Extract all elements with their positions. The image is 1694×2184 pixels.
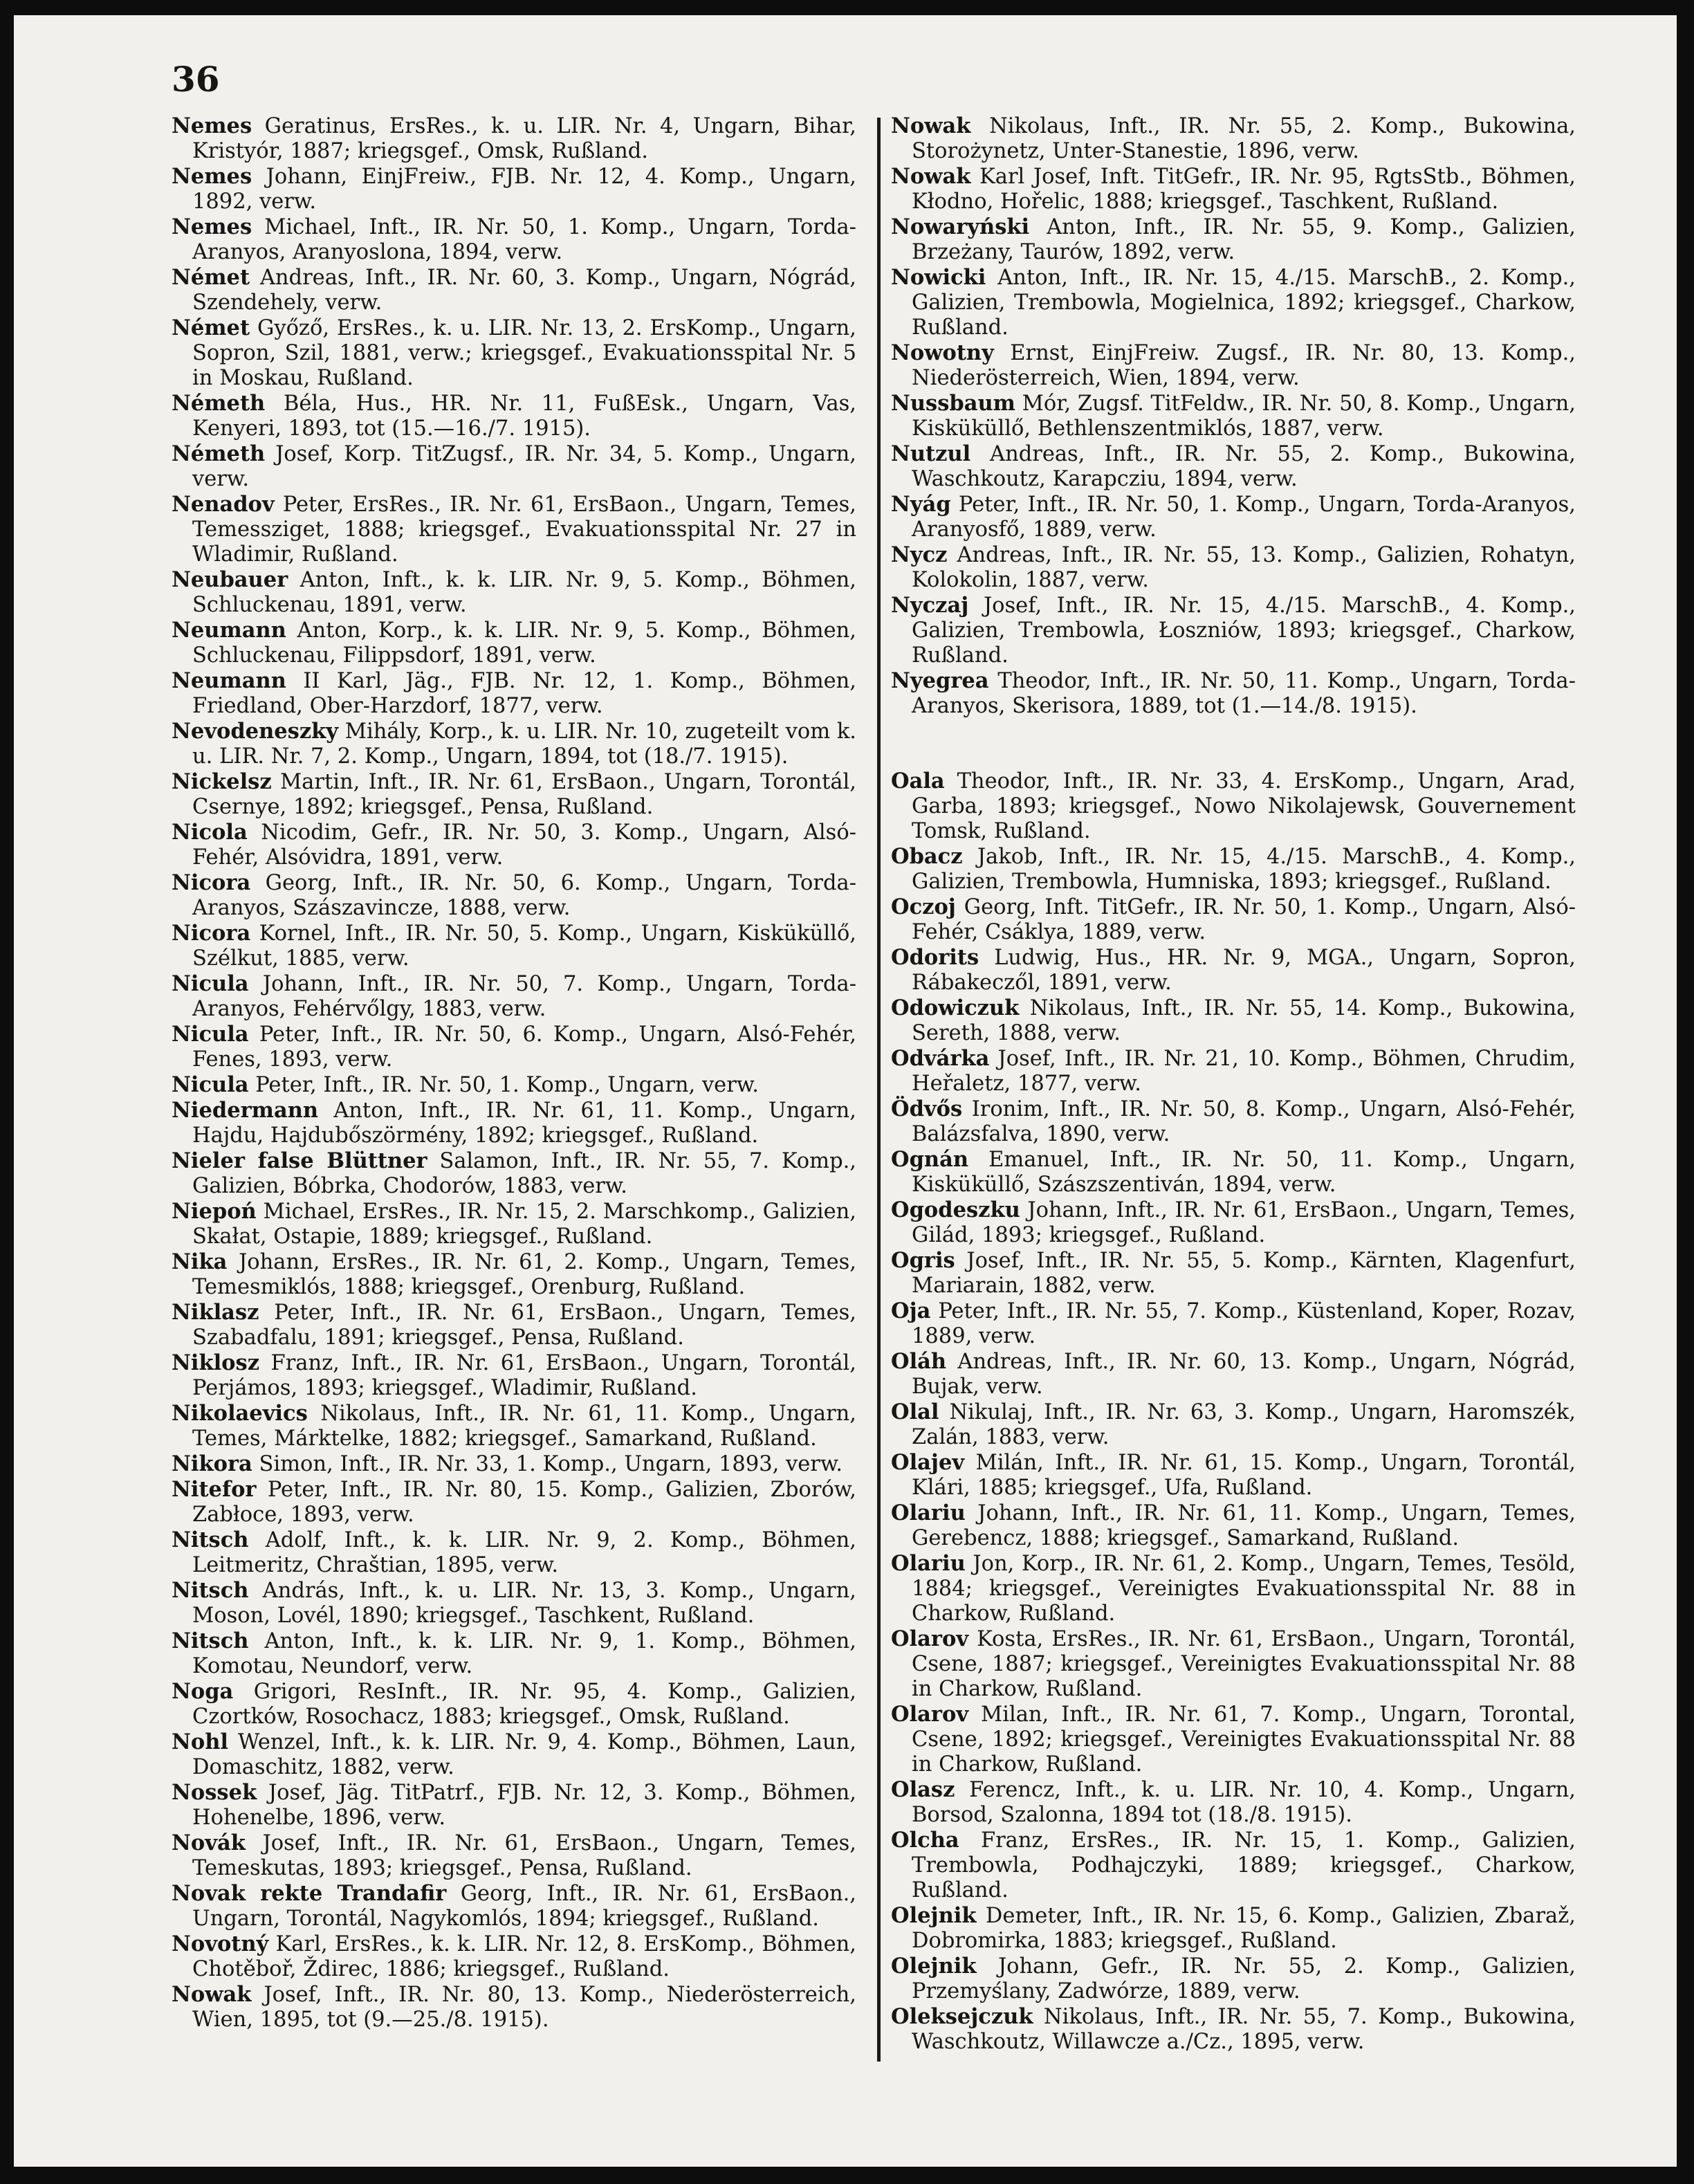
section-gap (891, 719, 1576, 769)
register-entry (172, 567, 856, 618)
register-entry (172, 769, 856, 820)
register-entry (172, 1451, 856, 1477)
register-entry (172, 1578, 856, 1628)
register-entry (891, 1197, 1576, 1248)
entry-surname: Német (172, 265, 250, 290)
register-entry (891, 1903, 1576, 1954)
entry-surname: Olejnik (891, 1903, 977, 1928)
entry-details: Demeter, Inft., IR. Nr. 15, 6. Komp., Galizien, Zbaraž, Dobromirka, 1883; kriegsgef., Rußland. (912, 1904, 1576, 1953)
register-entry (172, 870, 856, 921)
entry-surname: Olal (891, 1400, 939, 1424)
entry-details: Peter, Inft., IR. Nr. 50, 6. Komp., Ungarn, Alsó-Fehér, Fenes, 1893, verw. (192, 1022, 856, 1072)
register-entry (172, 265, 856, 315)
entry-surname: Nieler false Blüttner (172, 1148, 427, 1173)
register-entry (891, 1954, 1576, 2004)
register-entry (172, 1881, 856, 1931)
register-entry (891, 214, 1576, 265)
entry-details: Mór, Zugsf. TitFeldw., IR. Nr. 50, 8. Komp., Ungarn, Kisküküllő, Bethlenszentmiklós, 1887, verw. (912, 392, 1576, 441)
entry-details: Anton, Inft., k. k. LIR. Nr. 9, 1. Komp., Böhmen, Komotau, Neundorf, verw. (192, 1629, 856, 1678)
register-entry (891, 340, 1576, 391)
entry-details: Béla, Hus., HR. Nr. 11, FußEsk., Ungarn, Vas, Kenyeri, 1893, tot (15.—16./7. 1915). (192, 392, 856, 441)
register-entry (172, 1300, 856, 1350)
entry-details: Kosta, ErsRes., IR. Nr. 61, ErsBaon., Ungarn, Torontál, Csene, 1887; kriegsgef., Vereinigtes Evakuationsspital Nr. 88 in Charkow, Rußland. (912, 1627, 1576, 1701)
entry-details: Peter, Inft., IR. Nr. 55, 7. Komp., Küstenland, Koper, Rozav, 1889, verw. (912, 1299, 1576, 1348)
register-entry (172, 1022, 856, 1072)
entry-surname: Oláh (891, 1349, 947, 1374)
entry-surname: Olarov (891, 1626, 969, 1651)
entry-details: Kornel, Inft., IR. Nr. 50, 5. Komp., Ungarn, Kisküküllő, Szélkut, 1885, verw. (192, 921, 856, 971)
entry-details: Johann, Inft., IR. Nr. 61, 11. Komp., Ungarn, Temes, Gerebencz, 1888; kriegsgef., Samarkand, Rußland. (912, 1501, 1576, 1550)
entry-details: Josef, Inft., IR. Nr. 21, 10. Komp., Böhmen, Chrudim, Heřaletz, 1877, verw. (912, 1047, 1576, 1096)
entry-details: Jon, Korp., IR. Nr. 61, 2. Komp., Ungarn, Temes, Tesöld, 1884; kriegsgef., Vereinigtes Evakuationsspital Nr. 88 in Charkow, Rußland. (912, 1552, 1576, 1626)
entry-details: Nikolaus, Inft., IR. Nr. 55, 7. Komp., Bukowina, Waschkoutz, Willawcze a./Cz., 1895, verw. (912, 2005, 1576, 2054)
entry-surname: Nowak (172, 1982, 252, 2007)
register-entry (172, 971, 856, 1022)
register-entry (172, 214, 856, 265)
entry-surname: Novák (172, 1830, 246, 1855)
entry-details: Nikolaus, Inft., IR. Nr. 61, 11. Komp., Ungarn, Temes, Márktelke, 1882; kriegsgef., Samarkand, Rußland. (192, 1402, 856, 1451)
register-entry (172, 113, 856, 164)
entry-details: Peter, Inft., IR. Nr. 80, 15. Komp., Galizien, Zborów, Zabłoce, 1893, verw. (192, 1478, 856, 1527)
register-entry (172, 391, 856, 441)
entry-details: Milan, Inft., IR. Nr. 61, 7. Komp., Ungarn, Torontal, Csene, 1892; kriegsgef., Vereinigtes Evakuationsspital Nr. 88 in Charkow, Rußland. (912, 1703, 1576, 1777)
entry-details: Nikolaus, Inft., IR. Nr. 55, 2. Komp., Bukowina, Storożynetz, Unter-Stanestie, 1896, verw. (912, 114, 1576, 163)
entry-details: Anton, Inft., k. k. LIR. Nr. 9, 5. Komp., Böhmen, Schluckenau, 1891, verw. (192, 568, 856, 617)
entry-surname: Nicola (172, 820, 248, 845)
entry-surname: Ognán (891, 1147, 969, 1172)
register-entry (891, 1147, 1576, 1197)
register-entry (891, 1777, 1576, 1828)
entry-surname: Nikora (172, 1451, 252, 1476)
right-column-group-n (891, 113, 1576, 719)
entry-surname: Nutzul (891, 441, 971, 466)
entry-details: Mihály, Korp., k. u. LIR. Nr. 10, zugeteilt vom k. u. LIR. Nr. 7, 2. Komp., Ungarn, 1894, tot (18./7. 1915). (192, 719, 856, 769)
register-entry (891, 769, 1576, 844)
entry-details: Georg, Inft., IR. Nr. 50, 6. Komp., Ungarn, Torda-Aranyos, Szászavincze, 1888, verw. (192, 871, 856, 920)
entry-details: Josef, Jäg. TitPatrf., FJB. Nr. 12, 3. Komp., Böhmen, Hohenelbe, 1896, verw. (192, 1781, 857, 1830)
register-entry (172, 315, 856, 391)
register-entry (891, 1626, 1576, 1702)
entry-surname: Nussbaum (891, 391, 1015, 416)
entry-details: Josef, Inft., IR. Nr. 15, 4./15. MarschB., 4. Komp., Galizien, Trembowla, Łoszniów, 1893; kriegsgef., Charkow, Rußland. (912, 594, 1576, 668)
entry-details: Andreas, Inft., IR. Nr. 60, 3. Komp., Ungarn, Nógrád, Szendehely, verw. (192, 266, 856, 315)
register-entry (891, 391, 1576, 441)
entry-surname: Niklosz (172, 1350, 260, 1375)
register-entry (891, 492, 1576, 542)
entry-details: Franz, Inft., IR. Nr. 61, ErsBaon., Ungarn, Torontál, Perjámos, 1893; kriegsgef., Wladimir, Rußland. (192, 1351, 856, 1400)
register-entry (172, 1780, 856, 1830)
register-entry (172, 1931, 856, 1982)
entry-surname: Nemes (172, 214, 252, 239)
entry-surname: Ödvős (891, 1096, 963, 1121)
entry-surname: Ogodeszku (891, 1197, 1020, 1222)
entry-surname: Ogris (891, 1248, 955, 1273)
entry-surname: Odowiczuk (891, 995, 1020, 1020)
register-entry (172, 668, 856, 719)
entry-surname: Nowak (891, 113, 971, 138)
entry-details: Johann, Gefr., IR. Nr. 55, 2. Komp., Galizien, Przemyślany, Zadwórze, 1889, verw. (912, 1954, 1576, 2003)
entry-surname: Nemes (172, 164, 252, 189)
register-entry (891, 1349, 1576, 1400)
entry-surname: Nickelsz (172, 769, 272, 794)
entry-details: Andreas, Inft., IR. Nr. 55, 2. Komp., Bukowina, Waschkoutz, Karapcziu, 1894, verw. (912, 442, 1576, 491)
entry-details: Karl Josef, Inft. TitGefr., IR. Nr. 95, RgtsStb., Böhmen, Kłodno, Hořelic, 1888; kriegsgef., Taschkent, Rußland. (912, 165, 1576, 214)
page-number: 36 (172, 59, 220, 100)
register-entry (891, 1702, 1576, 1777)
entry-details: Adolf, Inft., k. k. LIR. Nr. 9, 2. Komp., Böhmen, Leitmeritz, Chraštian, 1895, verw. (192, 1528, 856, 1577)
entry-surname: Nohl (172, 1729, 228, 1754)
entry-details: Johann, Inft., IR. Nr. 61, ErsBaon., Ungarn, Temes, Gilád, 1893; kriegsgef., Rußland. (912, 1198, 1576, 1247)
entry-details: Simon, Inft., IR. Nr. 33, 1. Komp., Ungarn, 1893, verw. (259, 1452, 843, 1476)
entry-details: Nikulaj, Inft., IR. Nr. 63, 3. Komp., Ungarn, Haromszék, Zalán, 1883, verw. (912, 1400, 1576, 1449)
entry-surname: Nitsch (172, 1578, 249, 1603)
entry-details: Ferencz, Inft., k. u. LIR. Nr. 10, 4. Komp., Ungarn, Borsod, Szalonna, 1894 tot (18./8. 1915). (912, 1778, 1576, 1827)
register-entry (172, 441, 856, 492)
entry-details: Jakob, Inft., IR. Nr. 15, 4./15. MarschB., 4. Komp., Galizien, Trembowla, Humniska, 1893; kriegsgef., Rußland. (912, 845, 1576, 894)
right-column (891, 113, 1576, 2055)
entry-surname: Olajev (891, 1450, 965, 1475)
register-entry (891, 542, 1576, 593)
entry-details: Johann, Inft., IR. Nr. 50, 7. Komp., Ungarn, Torda-Aranyos, Fehérvőlgy, 1883, verw. (192, 972, 856, 1021)
register-entry (172, 1098, 856, 1148)
register-entry (891, 668, 1576, 719)
register-entry (172, 1679, 856, 1729)
entry-surname: Novotný (172, 1931, 269, 1956)
entry-surname: Nycz (891, 542, 948, 567)
entry-surname: Oja (891, 1299, 931, 1323)
entry-details: Anton, Inft., IR. Nr. 55, 9. Komp., Galizien, Brzeżany, Taurów, 1892, verw. (912, 215, 1576, 264)
entry-surname: Nenadov (172, 492, 275, 517)
register-entry (172, 1830, 856, 1881)
entry-details: András, Inft., k. u. LIR. Nr. 13, 3. Komp., Ungarn, Moson, Lovél, 1890; kriegsgef., Taschkent, Rußland. (192, 1579, 856, 1628)
entry-surname: Niculа (172, 971, 249, 996)
register-entry (172, 1527, 856, 1578)
entry-details: Anton, Inft., IR. Nr. 61, 11. Komp., Ungarn, Hajdu, Hajdubőszörmény, 1892; kriegsgef., Rußland. (192, 1099, 856, 1148)
entry-details: Milán, Inft., IR. Nr. 61, 15. Komp., Ungarn, Torontál, Klári, 1885; kriegsgef., Ufa, Rußland. (912, 1451, 1576, 1500)
register-entry (891, 265, 1576, 340)
register-entry (172, 492, 856, 567)
entry-details: Peter, ErsRes., IR. Nr. 61, ErsBaon., Ungarn, Temes, Temessziget, 1888; kriegsgef., Evakuationsspital Nr. 27 in Wladimir, Rußland. (192, 493, 856, 567)
entry-surname: Noga (172, 1679, 234, 1704)
entry-surname: Nowaryński (891, 214, 1030, 239)
register-entry (172, 1249, 856, 1300)
entry-details: Johann, ErsRes., IR. Nr. 61, 2. Komp., Ungarn, Temes, Temesmiklós, 1888; kriegsgef., Orenburg, Rußland. (192, 1250, 856, 1299)
register-entry (891, 1400, 1576, 1450)
register-entry (891, 164, 1576, 214)
entry-surname: Németh (172, 441, 266, 466)
entry-details: Grigori, ResInft., IR. Nr. 95, 4. Komp., Galizien, Czortków, Rosochacz, 1883; kriegsgef., Omsk, Rußland. (192, 1680, 856, 1729)
register-entry (891, 1450, 1576, 1501)
entry-surname: Nemes (172, 113, 252, 138)
register-entry (172, 921, 856, 971)
entry-surname: Nevodeneszky (172, 719, 339, 744)
entry-details: Johann, EinjFreiw., FJB. Nr. 12, 4. Komp., Ungarn, 1892, verw. (192, 165, 856, 214)
entry-surname: Nyegrea (891, 668, 989, 693)
entry-surname: Nikolaevics (172, 1401, 308, 1426)
entry-surname: Nyczaj (891, 593, 969, 618)
register-entry (172, 1148, 856, 1199)
column-divider (877, 118, 881, 2062)
register-entry (172, 1477, 856, 1527)
register-entry (172, 1628, 856, 1679)
entry-details: Josef, Korp. TitZugsf., IR. Nr. 34, 5. Komp., Ungarn, verw. (192, 442, 856, 491)
register-entry (891, 894, 1576, 945)
entry-details: Geratinus, ErsRes., k. u. LIR. Nr. 4, Ungarn, Bihar, Kristyór, 1887; kriegsgef., Omsk, Rußland. (192, 114, 856, 163)
entry-surname: Olariu (891, 1551, 966, 1576)
entry-surname: Neumann (172, 668, 286, 693)
entry-surname: Nowicki (891, 265, 986, 290)
page-sheet (14, 15, 1677, 2167)
register-entry (891, 1551, 1576, 1626)
left-column (172, 113, 856, 2032)
entry-surname: Nowotny (891, 340, 994, 365)
entry-details: Ludwig, Hus., HR. Nr. 9, MGA., Ungarn, Sopron, Rábakeczől, 1891, verw. (912, 946, 1576, 995)
entry-surname: Oala (891, 769, 945, 793)
entry-surname: Olejnik (891, 1954, 977, 1979)
entry-surname: Neumann (172, 618, 286, 643)
register-entry (891, 1828, 1576, 1903)
entry-surname: Nitsch (172, 1527, 249, 1552)
entry-surname: Olasz (891, 1777, 955, 1802)
register-entry (172, 1199, 856, 1249)
register-entry (891, 1299, 1576, 1349)
entry-details: Georg, Inft. TitGefr., IR. Nr. 50, 1. Komp., Ungarn, Alsó-Fehér, Csáklya, 1889, verw. (912, 895, 1576, 944)
register-entry (172, 618, 856, 668)
entry-details: Wenzel, Inft., k. k. LIR. Nr. 9, 4. Komp., Böhmen, Laun, Domaschitz, 1882, verw. (192, 1730, 856, 1779)
entry-details: Franz, ErsRes., IR. Nr. 15, 1. Komp., Galizien, Trembowla, Podhajczyki, 1889; kriegsgef., Charkow, Rußland. (912, 1828, 1576, 1902)
entry-details: Anton, Inft., IR. Nr. 15, 4./15. MarschB., 2. Komp., Galizien, Trembowla, Mogielnica, 1892; kriegsgef., Charkow, Rußland. (912, 266, 1576, 340)
entry-surname: Német (172, 315, 250, 340)
register-entry (172, 820, 856, 870)
entry-details: Theodor, Inft., IR. Nr. 50, 11. Komp., Ungarn, Torda-Aranyos, Skerisora, 1889, tot (1.—14./8. 1915). (912, 669, 1576, 718)
register-entry (891, 593, 1576, 668)
entry-surname: Nitsch (172, 1628, 249, 1653)
entry-surname: Nicora (172, 921, 251, 946)
entry-details: Martin, Inft., IR. Nr. 61, ErsBaon., Ungarn, Torontál, Csernye, 1892; kriegsgef., Pensa, Rußland. (192, 770, 857, 819)
entry-surname: Nossek (172, 1780, 257, 1805)
entry-details: Ernst, EinjFreiw. Zugsf., IR. Nr. 80, 13. Komp., Niederösterreich, Wien, 1894, verw. (912, 341, 1576, 390)
entry-details: Salamon, Inft., IR. Nr. 55, 7. Komp., Galizien, Bóbrka, Chodorów, 1883, verw. (192, 1149, 856, 1198)
entry-surname: Nicora (172, 870, 251, 895)
entry-surname: Odvárka (891, 1046, 990, 1071)
entry-surname: Obacz (891, 844, 963, 869)
register-entry (891, 945, 1576, 995)
entry-details: Peter, Inft., IR. Nr. 61, ErsBaon., Ungarn, Temes, Szabadfalu, 1891; kriegsgef., Pensa, Rußland. (192, 1301, 856, 1350)
register-entry (891, 995, 1576, 1046)
entry-surname: Németh (172, 391, 266, 416)
entry-surname: Novak rekte Trandafir (172, 1881, 447, 1906)
entry-details: Győző, ErsRes., k. u. LIR. Nr. 13, 2. ErsKomp., Ungarn, Sopron, Szil, 1881, verw.; kriegsgef., Evakuationsspital Nr. 5 in Moskau, Rußland. (192, 316, 856, 390)
register-entry (891, 1248, 1576, 1299)
register-entry (172, 164, 856, 214)
entry-surname: Nika (172, 1249, 228, 1274)
entry-details: Peter, Inft., IR. Nr. 50, 1. Komp., Ungarn, verw. (255, 1073, 759, 1097)
register-entry (172, 1350, 856, 1401)
entry-details: Karl, ErsRes., k. k. LIR. Nr. 12, 8. ErsKomp., Böhmen, Chotěboř, Ždirec, 1886; kriegsgef., Rußland. (192, 1932, 856, 1981)
entry-details: Andreas, Inft., IR. Nr. 55, 13. Komp., Galizien, Rohatyn, Kolokolin, 1887, verw. (912, 543, 1576, 592)
register-entry (891, 1096, 1576, 1147)
entry-details: Nikolaus, Inft., IR. Nr. 55, 14. Komp., Bukowina, Sereth, 1888, verw. (912, 996, 1576, 1045)
entry-details: Andreas, Inft., IR. Nr. 60, 13. Komp., Ungarn, Nógrád, Bujak, verw. (912, 1350, 1576, 1399)
entry-surname: Niklasz (172, 1300, 259, 1325)
entry-details: Theodor, Inft., IR. Nr. 33, 4. ErsKomp., Ungarn, Arad, Garba, 1893; kriegsgef., Nowo Nikolajewsk, Gouvernement Tomsk, Rußland. (912, 769, 1576, 843)
entry-details: Josef, Inft., IR. Nr. 55, 5. Komp., Kärnten, Klagenfurt, Mariarain, 1882, verw. (912, 1249, 1576, 1298)
entry-surname: Nitefor (172, 1477, 257, 1502)
register-entry (891, 441, 1576, 492)
entry-surname: Niepoń (172, 1199, 257, 1224)
register-entry (891, 2004, 1576, 2055)
entry-details: Michael, ErsRes., IR. Nr. 15, 2. Marschkomp., Galizien, Skałat, Ostapie, 1889; kriegsgef., Rußland. (192, 1200, 856, 1249)
register-entry (891, 844, 1576, 894)
register-entry (172, 719, 856, 769)
entry-details: Michael, Inft., IR. Nr. 50, 1. Komp., Ungarn, Torda-Aranyos, Aranyoslona, 1894, verw. (192, 215, 856, 264)
register-entry (891, 1501, 1576, 1551)
entry-surname: Nyág (891, 492, 951, 517)
register-entry (172, 1401, 856, 1451)
entry-surname: Olariu (891, 1501, 966, 1525)
entry-details: Anton, Korp., k. k. LIR. Nr. 9, 5. Komp., Böhmen, Schluckenau, Filippsdorf, 1891, verw. (192, 618, 856, 668)
register-entry (172, 1072, 856, 1098)
entry-details: Emanuel, Inft., IR. Nr. 50, 11. Komp., Ungarn, Kisküküllő, Szászszentiván, 1894, verw. (912, 1148, 1576, 1197)
entry-surname: Odorits (891, 945, 979, 970)
register-entry (172, 1982, 856, 2032)
entry-details: Peter, Inft., IR. Nr. 50, 1. Komp., Ungarn, Torda-Aranyos, Aranyosfő, 1889, verw. (912, 493, 1576, 542)
entry-surname: Nowak (891, 164, 971, 189)
entry-surname: Nicula (172, 1072, 249, 1097)
entry-surname: Oczoj (891, 894, 956, 919)
entry-surname: Olcha (891, 1828, 959, 1853)
register-entry (891, 1046, 1576, 1096)
entry-details: Ironim, Inft., IR. Nr. 50, 8. Komp., Ungarn, Alsó-Fehér, Balázsfalva, 1890, verw. (912, 1097, 1576, 1146)
entry-details: Georg, Inft., IR. Nr. 61, ErsBaon., Ungarn, Torontál, Nagykomlós, 1894; kriegsgef., Rußland. (192, 1882, 856, 1931)
right-column-group-o (891, 769, 1576, 2055)
entry-details: Nicodim, Gefr., IR. Nr. 50, 3. Komp., Ungarn, Alsó-Fehér, Alsóvidra, 1891, verw. (192, 820, 856, 870)
entry-surname: Nicula (172, 1022, 249, 1047)
entry-details: II Karl, Jäg., FJB. Nr. 12, 1. Komp., Böhmen, Friedland, Ober-Harzdorf, 1877, verw. (192, 669, 856, 718)
entry-details: Josef, Inft., IR. Nr. 61, ErsBaon., Ungarn, Temes, Temeskutas, 1893; kriegsgef., Pensa, Rußland. (192, 1831, 856, 1880)
entry-surname: Olarov (891, 1702, 969, 1727)
entry-surname: Oleksejczuk (891, 2004, 1033, 2029)
register-entry (891, 113, 1576, 164)
entry-surname: Niedermann (172, 1098, 319, 1123)
entry-details: Josef, Inft., IR. Nr. 80, 13. Komp., Niederösterreich, Wien, 1895, tot (9.—25./8. 1915). (192, 1983, 856, 2032)
register-entry (172, 1729, 856, 1780)
entry-surname: Neubauer (172, 567, 288, 592)
